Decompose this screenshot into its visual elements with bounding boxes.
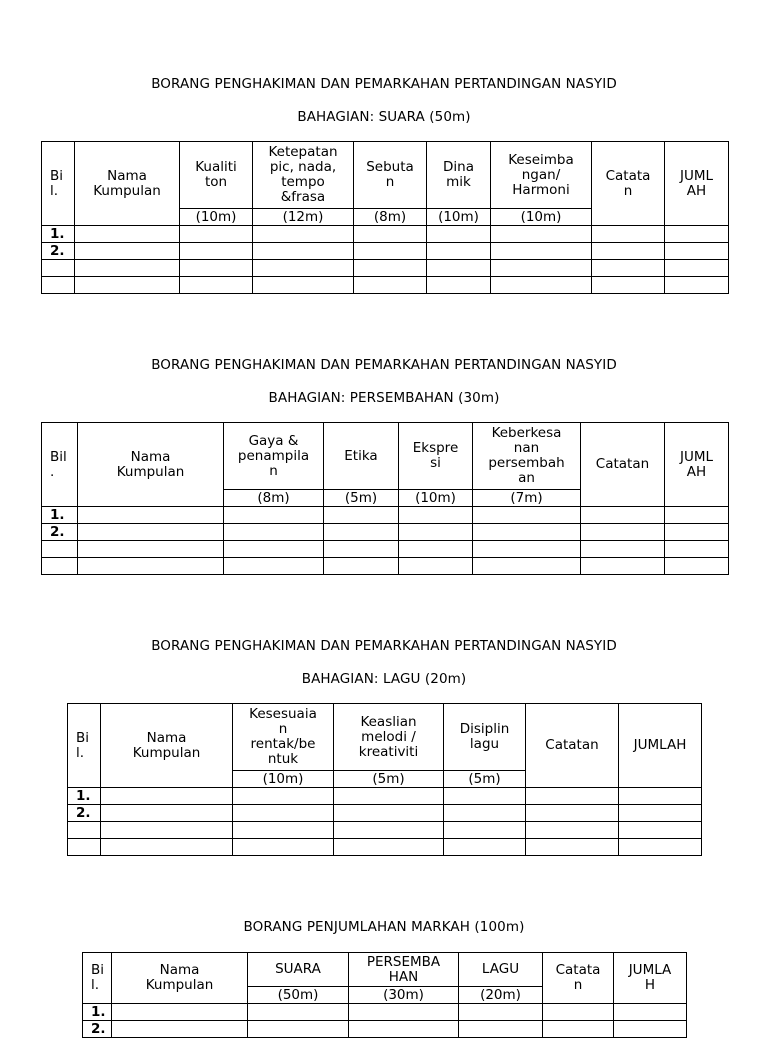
score-cell[interactable]	[665, 243, 729, 260]
header-catatan-line: Catata	[555, 962, 601, 978]
header-nama-line: Kumpulan	[145, 977, 214, 993]
score-cell[interactable]	[665, 524, 729, 541]
score-cell[interactable]	[473, 507, 581, 524]
header-criterion	[491, 142, 592, 209]
criterion-line: Kesesuaia	[249, 706, 317, 722]
header-nama-line: Nama	[130, 448, 171, 465]
score-cell[interactable]	[665, 541, 729, 558]
header-row	[42, 142, 729, 209]
header-bil-line: l.	[76, 744, 85, 761]
criterion-max-mark: (50m)	[248, 987, 349, 1004]
row-number: 1.	[42, 226, 75, 243]
header-nama-line: Kumpulan	[132, 744, 201, 761]
score-cell[interactable]	[101, 839, 233, 856]
score-cell[interactable]	[324, 541, 399, 558]
header-catatan-line: Catata	[605, 167, 651, 184]
form-jumlah-table	[82, 952, 687, 1038]
score-cell[interactable]	[619, 822, 702, 839]
criterion-line: mik	[446, 174, 471, 190]
score-cell[interactable]	[349, 1004, 459, 1021]
header-catatan-line: n	[573, 977, 583, 993]
score-cell[interactable]	[459, 1021, 543, 1038]
score-cell[interactable]	[614, 1021, 687, 1038]
header-jumlah	[665, 423, 729, 507]
header-bil	[68, 704, 101, 788]
score-cell[interactable]	[592, 277, 665, 294]
score-cell[interactable]	[581, 558, 665, 575]
header-jumlah	[614, 953, 687, 1004]
score-cell[interactable]	[581, 524, 665, 541]
header-jumlah-line: JUML	[679, 448, 714, 465]
score-cell[interactable]	[619, 788, 702, 805]
score-cell[interactable]	[78, 524, 224, 541]
criterion-max-mark: (10m)	[427, 209, 491, 226]
criterion-line: tempo	[281, 174, 325, 190]
header-jumlah-line: JUMLAH	[633, 737, 687, 753]
score-cell[interactable]	[473, 524, 581, 541]
criterion-line: pic, nada,	[269, 159, 337, 175]
header-criterion	[334, 704, 444, 771]
score-cell[interactable]	[491, 260, 592, 277]
criterion-line: &frasa	[280, 189, 326, 205]
form-persembahan-subtitle: BAHAGIAN: PERSEMBAHAN (30m)	[268, 390, 500, 406]
criterion-line: nan	[513, 440, 540, 456]
header-catatan	[592, 142, 665, 226]
criterion-max-mark: (7m)	[473, 490, 581, 507]
score-cell[interactable]	[78, 541, 224, 558]
score-cell[interactable]	[180, 243, 253, 260]
table-row	[42, 507, 729, 524]
score-cell[interactable]	[224, 524, 324, 541]
table-row	[42, 277, 729, 294]
criterion-max-mark: (8m)	[224, 490, 324, 507]
form-persembahan-title: BORANG PENGHAKIMAN DAN PEMARKAHAN PERTANDINGAN NASYID	[151, 357, 617, 373]
score-cell[interactable]	[592, 226, 665, 243]
score-cell[interactable]	[112, 1004, 248, 1021]
criterion-line: rentak/be	[250, 736, 316, 752]
criterion-line: n	[269, 462, 278, 479]
score-cell[interactable]	[233, 805, 334, 822]
form-lagu-title: BORANG PENGHAKIMAN DAN PEMARKAHAN PERTANDINGAN NASYID	[151, 638, 617, 654]
criterion-line: persembah	[488, 455, 565, 471]
score-cell[interactable]	[224, 507, 324, 524]
header-jumlah	[665, 142, 729, 226]
row-number	[42, 541, 78, 558]
score-cell[interactable]	[101, 788, 233, 805]
criterion-max-mark: (20m)	[459, 987, 543, 1004]
score-cell[interactable]	[399, 507, 473, 524]
row-number: 2.	[42, 243, 75, 260]
row-number: 2.	[68, 805, 101, 822]
score-cell[interactable]	[399, 524, 473, 541]
header-nama-kumpulan	[75, 142, 180, 226]
table-row	[68, 839, 702, 856]
score-cell[interactable]	[473, 558, 581, 575]
criterion-line: Ketepatan	[268, 144, 338, 160]
header-row	[83, 953, 687, 987]
score-cell[interactable]	[444, 805, 526, 822]
criterion-max-mark: (10m)	[491, 209, 592, 226]
score-cell[interactable]	[427, 243, 491, 260]
table-row	[42, 524, 729, 541]
criterion-line: Disiplin	[459, 721, 510, 737]
score-cell[interactable]	[592, 243, 665, 260]
header-nama-line: Kumpulan	[93, 182, 161, 199]
score-cell[interactable]	[444, 788, 526, 805]
header-bil-line: Bil	[50, 448, 67, 465]
header-jumlah-line: AH	[686, 182, 707, 199]
score-cell[interactable]	[619, 805, 702, 822]
header-bil	[83, 953, 112, 1004]
criterion-line: lagu	[469, 736, 500, 752]
criterion-line: penampila	[237, 447, 310, 464]
score-cell[interactable]	[248, 1004, 349, 1021]
row-number: 2.	[83, 1021, 112, 1038]
criterion-line: si	[430, 455, 441, 471]
header-bil-line: Bi	[76, 729, 90, 746]
form-persembahan-table	[41, 422, 729, 575]
header-criterion	[248, 953, 349, 987]
header-nama-kumpulan	[78, 423, 224, 507]
header-row	[42, 423, 729, 490]
score-cell[interactable]	[444, 822, 526, 839]
header-catatan-line: Catatan	[595, 456, 650, 472]
header-jumlah	[619, 704, 702, 788]
criterion-line: Keberkesa	[491, 425, 562, 441]
table-row	[83, 1021, 687, 1038]
header-bil-line: l.	[50, 182, 59, 199]
score-cell[interactable]	[324, 558, 399, 575]
header-criterion	[180, 142, 253, 209]
score-cell[interactable]	[75, 260, 180, 277]
table-row	[42, 260, 729, 277]
score-cell[interactable]	[459, 1004, 543, 1021]
header-bil	[42, 423, 78, 507]
header-bil-line: .	[50, 463, 55, 480]
header-criterion	[354, 142, 427, 209]
header-nama-line: Nama	[107, 167, 147, 184]
header-criterion	[444, 704, 526, 771]
score-cell[interactable]	[224, 541, 324, 558]
header-nama-line: Nama	[146, 729, 187, 746]
header-criterion	[473, 423, 581, 490]
criterion-line: melodi /	[361, 728, 416, 745]
row-number	[42, 277, 75, 294]
score-cell[interactable]	[444, 839, 526, 856]
header-criterion	[399, 423, 473, 490]
criterion-max-mark: (5m)	[324, 490, 399, 507]
score-cell[interactable]	[233, 839, 334, 856]
score-cell[interactable]	[526, 822, 619, 839]
score-cell[interactable]	[665, 507, 729, 524]
header-bil-line: Bi	[50, 167, 64, 184]
score-cell[interactable]	[334, 839, 444, 856]
table-row	[68, 788, 702, 805]
score-cell[interactable]	[526, 788, 619, 805]
form-suara-subtitle: BAHAGIAN: SUARA (50m)	[297, 109, 471, 125]
header-nama-line: Nama	[159, 962, 200, 978]
criterion-line: Keseimba	[508, 151, 574, 168]
criterion-max-mark: (10m)	[233, 771, 334, 788]
score-cell[interactable]	[427, 226, 491, 243]
header-catatan-line: Catatan	[545, 737, 599, 753]
score-cell[interactable]	[75, 226, 180, 243]
criterion-max-mark: (10m)	[399, 490, 473, 507]
table-row	[42, 243, 729, 260]
criterion-line: ngan/	[521, 166, 561, 183]
row-number: 1.	[68, 788, 101, 805]
score-cell[interactable]	[665, 226, 729, 243]
header-nama-kumpulan	[101, 704, 233, 788]
score-cell[interactable]	[253, 277, 354, 294]
score-cell[interactable]	[399, 558, 473, 575]
score-cell[interactable]	[581, 541, 665, 558]
row-number: 2.	[42, 524, 78, 541]
score-cell[interactable]	[665, 260, 729, 277]
score-cell[interactable]	[112, 1021, 248, 1038]
score-cell[interactable]	[354, 243, 427, 260]
score-cell[interactable]	[78, 558, 224, 575]
header-bil-line: l.	[91, 977, 100, 993]
criterion-line: Etika	[344, 447, 378, 464]
header-catatan	[581, 423, 665, 507]
score-cell[interactable]	[248, 1021, 349, 1038]
score-cell[interactable]	[334, 788, 444, 805]
criterion-max-mark: (8m)	[354, 209, 427, 226]
score-cell[interactable]	[101, 805, 233, 822]
score-cell[interactable]	[324, 507, 399, 524]
criterion-max-mark: (5m)	[334, 771, 444, 788]
criterion-line: n	[278, 721, 288, 737]
criterion-max-mark: (30m)	[349, 987, 459, 1004]
score-cell[interactable]	[354, 226, 427, 243]
criterion-line: Keaslian	[360, 713, 417, 730]
score-cell[interactable]	[101, 822, 233, 839]
score-cell[interactable]	[581, 507, 665, 524]
header-jumlah-line: AH	[686, 463, 707, 480]
criterion-max-mark: (12m)	[253, 209, 354, 226]
row-number: 1.	[83, 1004, 112, 1021]
header-jumlah-line: JUMLA	[628, 962, 672, 978]
header-jumlah-line: JUML	[679, 167, 714, 184]
score-cell[interactable]	[526, 839, 619, 856]
criterion-line: Harmoni	[512, 181, 570, 198]
row-number	[42, 558, 78, 575]
score-cell[interactable]	[75, 243, 180, 260]
score-cell[interactable]	[354, 277, 427, 294]
form-suara-title: BORANG PENGHAKIMAN DAN PEMARKAHAN PERTANDINGAN NASYID	[151, 76, 617, 92]
score-cell[interactable]	[180, 260, 253, 277]
header-catatan	[526, 704, 619, 788]
criterion-line: n	[385, 174, 395, 190]
score-cell[interactable]	[334, 822, 444, 839]
row-number	[42, 260, 75, 277]
score-cell[interactable]	[619, 839, 702, 856]
table-row	[68, 805, 702, 822]
row-number	[68, 839, 101, 856]
score-cell[interactable]	[324, 524, 399, 541]
score-cell[interactable]	[78, 507, 224, 524]
header-criterion	[253, 142, 354, 209]
header-criterion	[224, 423, 324, 490]
criterion-line: Sebuta	[366, 159, 414, 175]
criterion-line: HAN	[388, 968, 419, 985]
header-criterion	[427, 142, 491, 209]
score-cell[interactable]	[224, 558, 324, 575]
header-nama-line: Kumpulan	[116, 463, 185, 480]
score-cell[interactable]	[665, 558, 729, 575]
score-cell[interactable]	[526, 805, 619, 822]
header-bil	[42, 142, 75, 226]
score-cell[interactable]	[253, 243, 354, 260]
score-cell[interactable]	[349, 1021, 459, 1038]
score-cell[interactable]	[614, 1004, 687, 1021]
score-cell[interactable]	[180, 226, 253, 243]
header-row	[68, 704, 702, 771]
score-cell[interactable]	[75, 277, 180, 294]
criterion-line: kreativiti	[358, 743, 419, 760]
row-number	[68, 822, 101, 839]
score-cell[interactable]	[253, 226, 354, 243]
score-cell[interactable]	[543, 1004, 614, 1021]
score-cell[interactable]	[592, 260, 665, 277]
score-cell[interactable]	[399, 541, 473, 558]
score-cell[interactable]	[334, 805, 444, 822]
criterion-line: LAGU	[481, 961, 520, 977]
score-cell[interactable]	[233, 822, 334, 839]
score-cell[interactable]	[491, 277, 592, 294]
score-cell[interactable]	[491, 226, 592, 243]
criterion-line: ntuk	[267, 751, 299, 767]
header-criterion	[459, 953, 543, 987]
criterion-line: Dina	[443, 159, 474, 175]
score-cell[interactable]	[233, 788, 334, 805]
form-jumlah-title: BORANG PENJUMLAHAN MARKAH (100m)	[243, 919, 525, 935]
form-lagu-subtitle: BAHAGIAN: LAGU (20m)	[301, 671, 467, 687]
criterion-line: Ekspre	[412, 440, 459, 456]
header-catatan-line: n	[623, 182, 633, 199]
table-row	[68, 822, 702, 839]
row-number: 1.	[42, 507, 78, 524]
form-lagu-table	[67, 703, 702, 856]
criterion-line: SUARA	[275, 961, 321, 977]
score-cell[interactable]	[253, 260, 354, 277]
score-cell[interactable]	[427, 260, 491, 277]
score-cell[interactable]	[427, 277, 491, 294]
header-jumlah-line: H	[644, 977, 656, 993]
table-row	[42, 541, 729, 558]
header-criterion	[349, 953, 459, 987]
header-bil-line: Bi	[91, 962, 105, 978]
criterion-max-mark: (10m)	[180, 209, 253, 226]
criterion-line: an	[518, 470, 535, 486]
criterion-line: PERSEMBA	[366, 953, 441, 970]
criterion-line: Gaya &	[248, 432, 299, 449]
score-cell[interactable]	[180, 277, 253, 294]
table-row	[83, 1004, 687, 1021]
criterion-line: ton	[204, 174, 228, 190]
table-row	[42, 558, 729, 575]
criterion-max-mark: (5m)	[444, 771, 526, 788]
criterion-line: Kualiti	[195, 159, 237, 175]
header-criterion	[324, 423, 399, 490]
score-cell[interactable]	[473, 541, 581, 558]
header-catatan	[543, 953, 614, 1004]
header-criterion	[233, 704, 334, 771]
header-nama-kumpulan	[112, 953, 248, 1004]
form-suara-table	[41, 141, 729, 294]
score-cell[interactable]	[543, 1021, 614, 1038]
score-cell[interactable]	[665, 277, 729, 294]
score-cell[interactable]	[354, 260, 427, 277]
table-row	[42, 226, 729, 243]
score-cell[interactable]	[491, 243, 592, 260]
